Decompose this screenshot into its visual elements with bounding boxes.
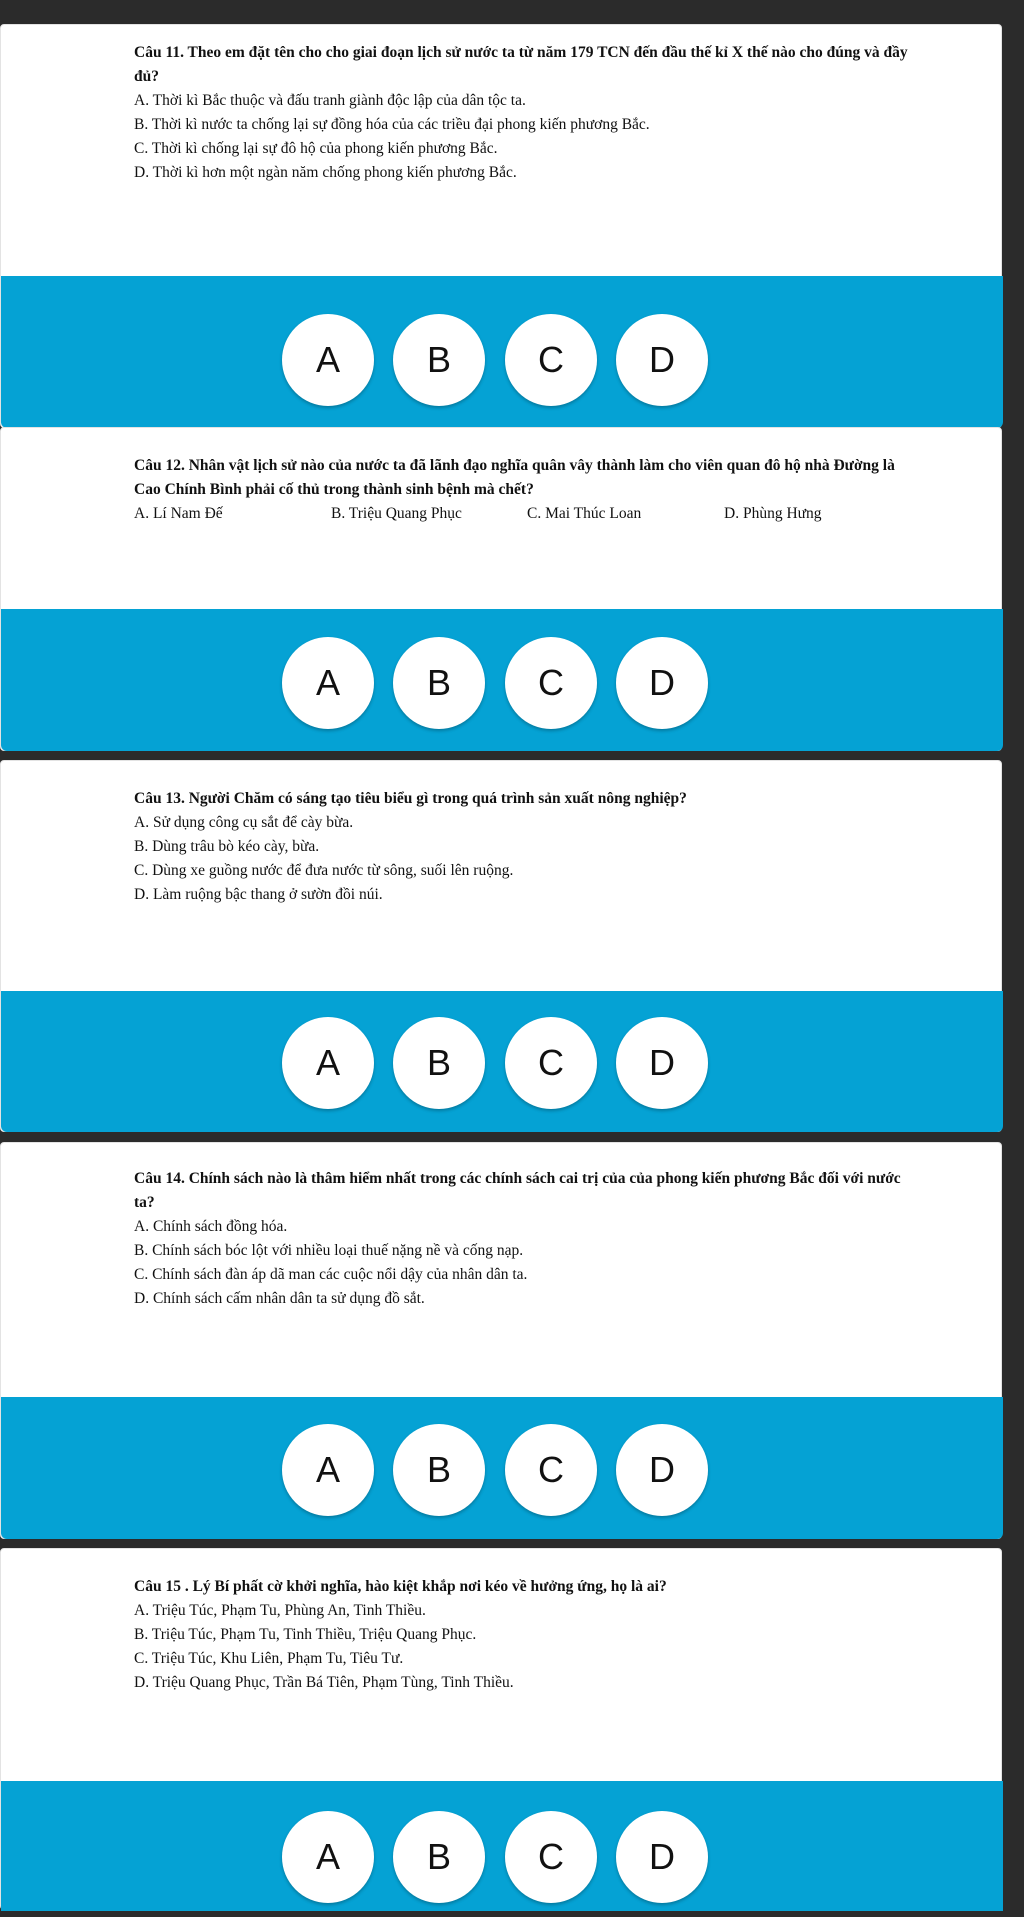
option-a: A. Chính sách đồng hóa. bbox=[134, 1218, 288, 1235]
option-a: A. Thời kì Bắc thuộc và đấu tranh giành độc lập của dân tộc ta. bbox=[134, 92, 526, 109]
answer-button-c[interactable]: C bbox=[505, 314, 597, 406]
option-d: D. Thời kì hơn một ngàn năm chống phong kiến phương Bắc. bbox=[134, 164, 517, 181]
question-card-12 bbox=[0, 427, 1002, 751]
question-title: Câu 14. Chính sách nào là thâm hiểm nhất trong các chính sách cai trị của của phong kiến phương Bắc đối với nước ta? bbox=[134, 1170, 901, 1211]
question-title: Câu 12. Nhân vật lịch sử nào của nước ta đã lãnh đạo nghĩa quân vây thành làm cho viên quan đô hộ nhà Đường là Cao Chính Bình phải cố thủ trong thành sinh bệnh mà chết? bbox=[134, 457, 895, 498]
answer-button-c[interactable]: C bbox=[505, 1811, 597, 1903]
option-c: C. Mai Thúc Loan bbox=[527, 505, 642, 522]
answer-button-b[interactable]: B bbox=[393, 1424, 485, 1516]
answer-button-b[interactable]: B bbox=[393, 637, 485, 729]
answer-button-a[interactable]: A bbox=[282, 1424, 374, 1516]
answer-button-d[interactable]: D bbox=[616, 314, 708, 406]
option-b: B. Thời kì nước ta chống lại sự đồng hóa của các triều đại phong kiến phương Bắc. bbox=[134, 116, 650, 133]
question-body bbox=[134, 1167, 914, 1311]
option-b: B. Dùng trâu bò kéo cày, bừa. bbox=[134, 838, 320, 855]
option-a: A. Triệu Túc, Phạm Tu, Phùng An, Tinh Thiều. bbox=[134, 1602, 426, 1619]
option-b: B. Triệu Túc, Phạm Tu, Tinh Thiều, Triệu Quang Phục. bbox=[134, 1626, 477, 1643]
question-card-11 bbox=[0, 24, 1002, 428]
option-d: D. Làm ruộng bậc thang ở sườn đồi núi. bbox=[134, 886, 383, 903]
answer-button-c[interactable]: C bbox=[505, 1424, 597, 1516]
option-c: C. Triệu Túc, Khu Liên, Phạm Tu, Tiêu Tư. bbox=[134, 1650, 404, 1667]
option-b: B. Chính sách bóc lột với nhiều loại thuế nặng nề và cống nạp. bbox=[134, 1242, 524, 1259]
answer-band bbox=[1, 991, 1003, 1132]
question-body bbox=[134, 41, 914, 185]
option-c: C. Thời kì chống lại sự đô hộ của phong kiến phương Bắc. bbox=[134, 140, 498, 157]
answer-button-b[interactable]: B bbox=[393, 1017, 485, 1109]
answer-band bbox=[1, 1781, 1003, 1911]
question-card-13 bbox=[0, 760, 1002, 1132]
question-title: Câu 11. Theo em đặt tên cho cho giai đoạn lịch sử nước ta từ năm 179 TCN đến đầu thế kỉ X thế nào cho đúng và đầy đủ? bbox=[134, 44, 908, 85]
option-a: A. Lí Nam Đế bbox=[134, 505, 223, 522]
answer-button-d[interactable]: D bbox=[616, 637, 708, 729]
question-card-14 bbox=[0, 1142, 1002, 1539]
answer-button-c[interactable]: C bbox=[505, 1017, 597, 1109]
option-a: A. Sử dụng công cụ sắt để cày bừa. bbox=[134, 814, 354, 831]
answer-button-d[interactable]: D bbox=[616, 1017, 708, 1109]
answer-button-b[interactable]: B bbox=[393, 1811, 485, 1903]
option-c: C. Dùng xe guồng nước để đưa nước từ sông, suối lên ruộng. bbox=[134, 862, 514, 879]
option-b: B. Triệu Quang Phục bbox=[331, 505, 462, 522]
question-body bbox=[134, 454, 914, 526]
question-body bbox=[134, 787, 914, 907]
answer-button-b[interactable]: B bbox=[393, 314, 485, 406]
question-title: Câu 15 . Lý Bí phất cờ khởi nghĩa, hào kiệt khắp nơi kéo về hưởng ứng, họ là ai? bbox=[134, 1578, 667, 1595]
answer-button-d[interactable]: D bbox=[616, 1811, 708, 1903]
option-d: D. Phùng Hưng bbox=[724, 505, 822, 522]
answer-button-d[interactable]: D bbox=[616, 1424, 708, 1516]
answer-band bbox=[1, 609, 1003, 751]
option-c: C. Chính sách đàn áp dã man các cuộc nổi dậy của nhân dân ta. bbox=[134, 1266, 528, 1283]
option-d: D. Chính sách cấm nhân dân ta sử dụng đồ sắt. bbox=[134, 1290, 425, 1307]
options-row bbox=[134, 502, 914, 526]
question-title: Câu 13. Người Chăm có sáng tạo tiêu biểu gì trong quá trình sản xuất nông nghiệp? bbox=[134, 790, 687, 807]
answer-button-a[interactable]: A bbox=[282, 1017, 374, 1109]
answer-button-a[interactable]: A bbox=[282, 1811, 374, 1903]
answer-button-a[interactable]: A bbox=[282, 637, 374, 729]
answer-button-a[interactable]: A bbox=[282, 314, 374, 406]
answer-button-c[interactable]: C bbox=[505, 637, 597, 729]
question-body bbox=[134, 1575, 914, 1695]
answer-band bbox=[1, 1397, 1003, 1539]
option-d: D. Triệu Quang Phục, Trần Bá Tiên, Phạm Tùng, Tinh Thiều. bbox=[134, 1674, 514, 1691]
answer-band bbox=[1, 276, 1003, 428]
question-card-15 bbox=[0, 1548, 1002, 1910]
